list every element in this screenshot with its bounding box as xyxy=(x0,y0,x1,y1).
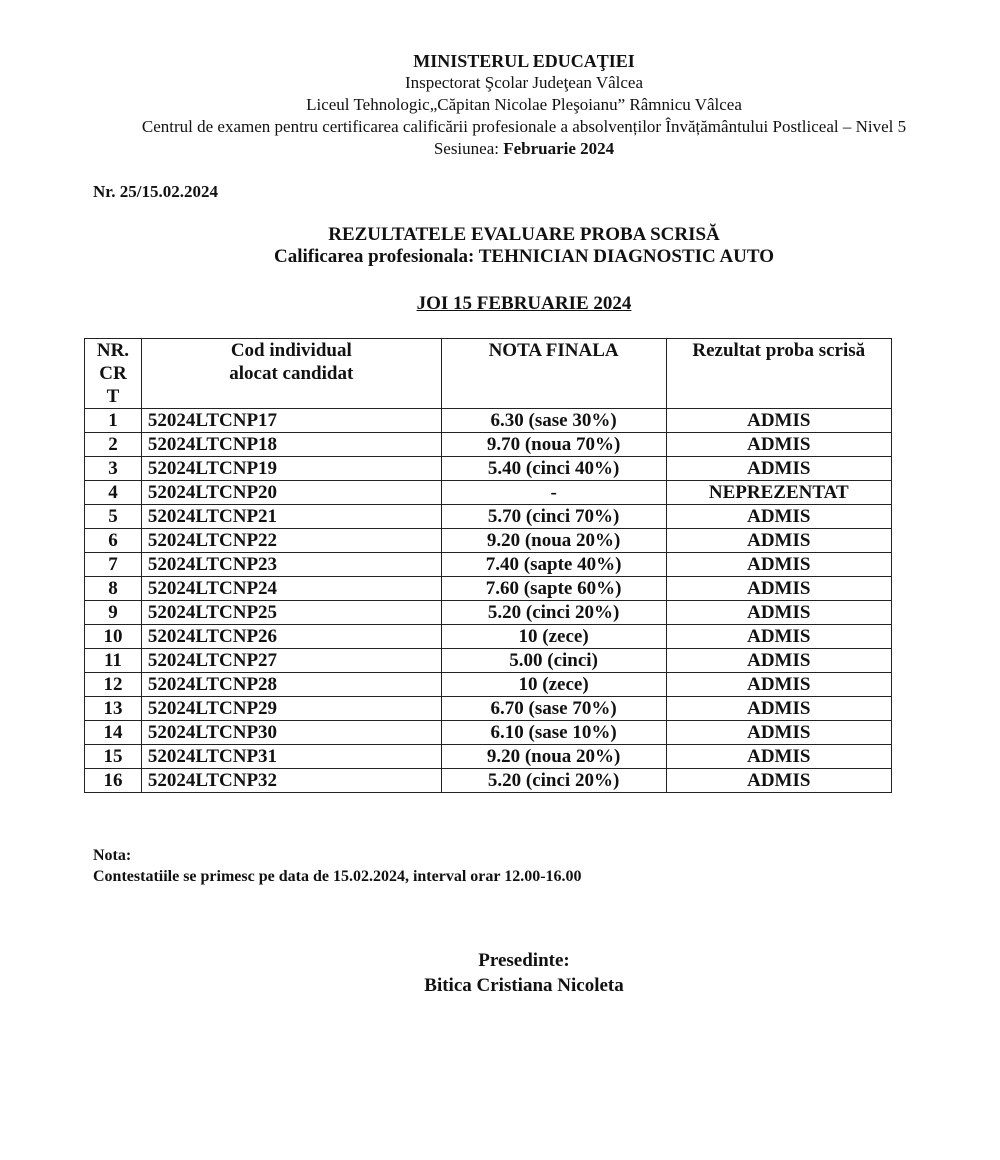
row-cod: 52024LTCNP27 xyxy=(141,649,441,673)
row-cod: 52024LTCNP24 xyxy=(141,577,441,601)
table-row xyxy=(85,409,892,433)
row-nota: 6.30 (sase 30%) xyxy=(441,409,666,433)
header-nota: NOTA FINALA xyxy=(441,339,666,409)
row-rezultat: ADMIS xyxy=(666,745,891,769)
table-row xyxy=(85,745,892,769)
row-cod: 52024LTCNP18 xyxy=(141,433,441,457)
table-row xyxy=(85,721,892,745)
header-nr-line3: T xyxy=(106,386,120,407)
row-rezultat: ADMIS xyxy=(666,601,891,625)
table-row xyxy=(85,505,892,529)
row-nota: 5.20 (cinci 20%) xyxy=(441,601,666,625)
header-cod-line2: alocat candidat xyxy=(229,363,354,384)
row-cod: 52024LTCNP32 xyxy=(141,769,441,793)
table-row xyxy=(85,625,892,649)
row-rezultat: ADMIS xyxy=(666,577,891,601)
row-nota: 9.20 (noua 20%) xyxy=(441,745,666,769)
row-nota: 7.40 (sapte 40%) xyxy=(441,553,666,577)
row-nota: 6.10 (sase 10%) xyxy=(441,721,666,745)
row-rezultat: ADMIS xyxy=(666,553,891,577)
row-cod: 52024LTCNP28 xyxy=(141,673,441,697)
row-nr: 2 xyxy=(85,433,142,457)
row-cod: 52024LTCNP22 xyxy=(141,529,441,553)
row-nr: 5 xyxy=(85,505,142,529)
signature-block xyxy=(0,948,1000,998)
row-cod: 52024LTCNP17 xyxy=(141,409,441,433)
table-header-row xyxy=(85,339,892,409)
table-row xyxy=(85,769,892,793)
row-nr: 13 xyxy=(85,697,142,721)
row-rezultat: ADMIS xyxy=(666,673,891,697)
row-cod: 52024LTCNP26 xyxy=(141,625,441,649)
row-nota: 10 (zece) xyxy=(441,625,666,649)
signature-name: Bitica Cristiana Nicoleta xyxy=(424,975,624,996)
row-nr: 14 xyxy=(85,721,142,745)
row-nota: 6.70 (sase 70%) xyxy=(441,697,666,721)
table-row xyxy=(85,697,892,721)
row-rezultat: ADMIS xyxy=(666,457,891,481)
header-nr-line2: CR xyxy=(99,363,127,384)
header-cod xyxy=(141,339,441,409)
session-line xyxy=(0,138,1000,160)
row-nota: 5.40 (cinci 40%) xyxy=(441,457,666,481)
row-nota: 7.60 (sapte 60%) xyxy=(441,577,666,601)
results-title-line1: REZULTATELE EVALUARE PROBA SCRISĂ xyxy=(328,224,720,245)
row-cod: 52024LTCNP30 xyxy=(141,721,441,745)
signature-role: Presedinte: xyxy=(478,950,570,971)
row-nr: 1 xyxy=(85,409,142,433)
table-row xyxy=(85,673,892,697)
table-row xyxy=(85,481,892,505)
row-cod: 52024LTCNP21 xyxy=(141,505,441,529)
document-number: Nr. 25/15.02.2024 xyxy=(93,182,218,201)
row-rezultat: ADMIS xyxy=(666,625,891,649)
exam-center-name: Centrul de examen pentru certificarea calificării profesionale a absolvenților Învățământului Postliceal – Nivel 5 xyxy=(141,117,907,136)
row-nr: 11 xyxy=(85,649,142,673)
row-rezultat: ADMIS xyxy=(666,409,891,433)
row-rezultat: ADMIS xyxy=(666,529,891,553)
row-nr: 3 xyxy=(85,457,142,481)
document-header xyxy=(0,50,1000,160)
row-nr: 16 xyxy=(85,769,142,793)
row-cod: 52024LTCNP20 xyxy=(141,481,441,505)
row-rezultat: ADMIS xyxy=(666,769,891,793)
row-nr: 4 xyxy=(85,481,142,505)
row-nr: 15 xyxy=(85,745,142,769)
row-nota: 5.00 (cinci) xyxy=(441,649,666,673)
row-cod: 52024LTCNP19 xyxy=(141,457,441,481)
ministry-name: MINISTERUL EDUCAŢIEI xyxy=(413,51,635,71)
inspectorate-name: Inspectorat Şcolar Judeţean Vâlcea xyxy=(404,73,644,92)
session-value: Februarie 2024 xyxy=(503,139,615,158)
row-nr: 10 xyxy=(85,625,142,649)
header-cod-line1: Cod individual xyxy=(230,340,352,361)
table-row xyxy=(85,457,892,481)
note-block xyxy=(93,845,582,887)
header-nr-line1: NR. xyxy=(96,340,130,361)
row-rezultat: ADMIS xyxy=(666,697,891,721)
note-label: Nota: xyxy=(93,847,132,864)
row-nota: 5.70 (cinci 70%) xyxy=(441,505,666,529)
table-row xyxy=(85,529,892,553)
row-rezultat: ADMIS xyxy=(666,649,891,673)
header-nr xyxy=(85,339,142,409)
results-title xyxy=(0,224,1000,268)
row-nota: 9.20 (noua 20%) xyxy=(441,529,666,553)
table-row xyxy=(85,433,892,457)
table-row xyxy=(85,649,892,673)
row-nota: 5.20 (cinci 20%) xyxy=(441,769,666,793)
table-row xyxy=(85,601,892,625)
row-cod: 52024LTCNP23 xyxy=(141,553,441,577)
row-rezultat: ADMIS xyxy=(666,433,891,457)
row-cod: 52024LTCNP25 xyxy=(141,601,441,625)
session-label: Sesiunea: xyxy=(433,139,504,158)
results-body xyxy=(85,409,892,793)
note-text: Contestatiile se primesc pe data de 15.02.2024, interval orar 12.00-16.00 xyxy=(93,868,582,885)
exam-date-title: JOI 15 FEBRUARIE 2024 xyxy=(416,293,632,314)
row-nr: 9 xyxy=(85,601,142,625)
row-nr: 8 xyxy=(85,577,142,601)
row-rezultat: ADMIS xyxy=(666,505,891,529)
row-nr: 6 xyxy=(85,529,142,553)
school-name: Liceul Tehnologic„Căpitan Nicolae Pleşoianu” Râmnicu Vâlcea xyxy=(306,95,742,114)
row-nota: 9.70 (noua 70%) xyxy=(441,433,666,457)
row-nr: 7 xyxy=(85,553,142,577)
row-nota: 10 (zece) xyxy=(441,673,666,697)
results-table xyxy=(84,338,892,793)
header-rezultat: Rezultat proba scrisă xyxy=(666,339,891,409)
row-cod: 52024LTCNP31 xyxy=(141,745,441,769)
row-cod: 52024LTCNP29 xyxy=(141,697,441,721)
row-nr: 12 xyxy=(85,673,142,697)
row-rezultat: ADMIS xyxy=(666,721,891,745)
table-row xyxy=(85,577,892,601)
row-nota: - xyxy=(441,481,666,505)
table-row xyxy=(85,553,892,577)
row-rezultat: NEPREZENTAT xyxy=(666,481,891,505)
qualification-line: Calificarea profesionala: TEHNICIAN DIAGNOSTIC AUTO xyxy=(273,246,775,267)
